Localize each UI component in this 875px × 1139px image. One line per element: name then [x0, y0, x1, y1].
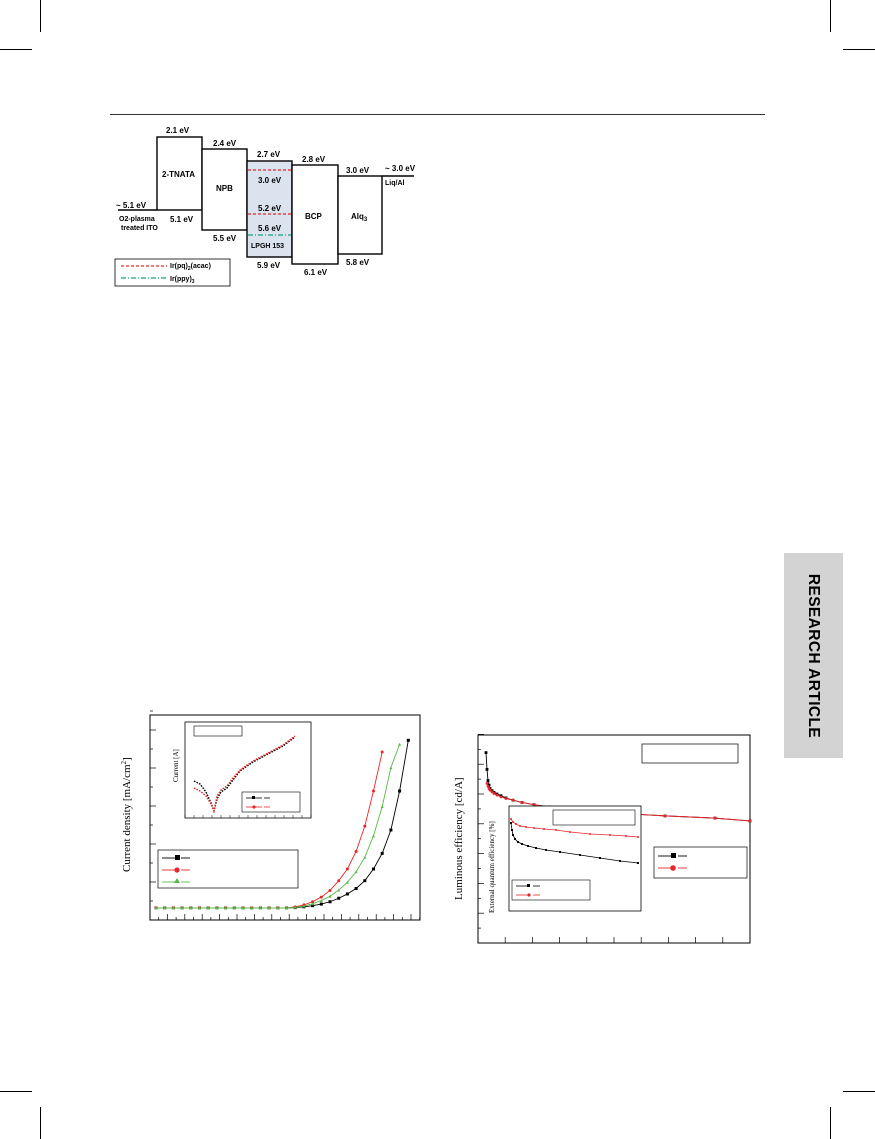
data-point — [337, 879, 340, 882]
tnata-name: 2-TNATA — [162, 170, 196, 179]
inset-data-point — [569, 831, 571, 833]
data-point — [505, 797, 508, 800]
data-point — [487, 779, 490, 782]
inset-data-point — [625, 835, 627, 837]
crop-mark — [0, 1091, 32, 1092]
crop-mark — [843, 1091, 875, 1092]
data-point — [512, 799, 515, 802]
data-point — [500, 795, 503, 798]
data-point — [355, 850, 358, 853]
cd-inset-title-box — [194, 726, 242, 736]
data-point — [381, 751, 384, 754]
red-homo-label: 5.2 eV — [258, 204, 282, 213]
data-point — [337, 897, 340, 900]
cd-inset-ylabel: Current [A] — [172, 749, 180, 782]
data-point — [363, 825, 366, 828]
data-point — [398, 790, 401, 793]
npb-lumo-label: 2.4 eV — [213, 139, 237, 148]
data-point — [664, 814, 667, 817]
data-point — [372, 834, 375, 837]
data-point — [485, 751, 488, 754]
lpgh-homo-label: 5.9 eV — [257, 261, 281, 270]
legend-green-sub: 3 — [191, 279, 195, 285]
section-tab-label-wrap — [784, 553, 843, 758]
data-point — [398, 743, 401, 746]
le-title-box — [642, 744, 738, 763]
inset-data-point — [559, 851, 561, 853]
inset-data-point — [533, 827, 535, 829]
inset-data-point — [637, 836, 639, 838]
data-point — [372, 868, 375, 871]
data-point — [486, 782, 489, 785]
inset-data-point — [512, 834, 514, 836]
inset-data-point — [510, 818, 512, 820]
inset-data-point — [527, 845, 529, 847]
inset-data-point — [535, 847, 537, 849]
current-density-chart — [108, 712, 408, 937]
npb-homo-label: 5.5 eV — [213, 234, 237, 243]
bcp-homo-label: 6.1 eV — [304, 268, 328, 277]
inset-data-point — [619, 860, 621, 862]
inset-data-point — [589, 833, 591, 835]
le-inset-legend-box — [512, 880, 590, 900]
cathode-name: Liq/Al — [385, 180, 405, 187]
tnata-homo-label: 5.1 eV — [170, 215, 194, 224]
inset-data-point — [637, 862, 639, 864]
inset-data-point — [543, 828, 545, 830]
luminous-efficiency-chart — [450, 730, 750, 955]
inset-data-point — [515, 823, 517, 825]
data-point — [381, 852, 384, 855]
legend-red-text: Ir(pq) — [170, 263, 188, 270]
le-legend-box — [654, 847, 747, 878]
inset-data-point — [519, 825, 521, 827]
legend-red-tail: (acac) — [190, 263, 211, 270]
inset-data-point — [599, 857, 601, 859]
lpgh-name: LPGH 153 — [251, 243, 285, 250]
lpgh-lumo-label: 2.7 eV — [257, 150, 281, 159]
npb-name: NPB — [216, 184, 233, 193]
data-point — [346, 892, 349, 895]
crop-mark — [40, 1107, 41, 1139]
data-point — [320, 896, 323, 899]
data-point — [329, 889, 332, 892]
data-point — [346, 868, 349, 871]
data-point — [496, 794, 499, 797]
crop-mark — [830, 1107, 831, 1139]
inset-data-point — [511, 829, 513, 831]
cathode-level-label: ~ 3.0 eV — [385, 164, 416, 173]
data-point — [389, 829, 392, 832]
le-inset-title-box — [553, 810, 635, 825]
cd-ylabel-close: ] — [121, 757, 133, 761]
data-point — [329, 900, 332, 903]
data-point — [363, 856, 366, 859]
red-lumo-label: 3.0 eV — [258, 176, 282, 185]
data-point — [381, 805, 384, 808]
inset-data-point — [514, 838, 516, 840]
data-point — [355, 887, 358, 890]
le-inset-ylabel: External quantum efficiency [%] — [488, 821, 496, 913]
bcp-lumo-label: 2.8 eV — [302, 155, 326, 164]
alq-name-text: Alq — [351, 212, 364, 221]
cd-ylabel-sup: 2 — [120, 760, 128, 765]
data-point — [407, 739, 410, 742]
cd-inset-legend-box — [242, 792, 300, 812]
inset-data-point — [579, 854, 581, 856]
alq-name-sub: 3 — [363, 217, 368, 223]
current-density-ylabel — [120, 757, 133, 872]
ito-name-line1: O2-plasma — [119, 216, 155, 223]
alq-homo-label: 5.8 eV — [346, 258, 370, 267]
ito-level-label: ~ 5.1 eV — [116, 201, 147, 210]
data-point — [389, 766, 392, 769]
legend-red-sub: 2 — [187, 266, 191, 272]
data-point — [363, 879, 366, 882]
inset-data-point — [510, 822, 512, 824]
inset-data-point — [512, 821, 514, 823]
section-tab-label: RESEARCH ARTICLE — [805, 573, 823, 738]
legend-green-text: Ir(ppy) — [170, 276, 192, 283]
cd-ylabel-text: Current density [mA/cm — [121, 764, 133, 872]
data-point — [493, 792, 496, 795]
data-point — [521, 801, 524, 804]
inset-data-point — [517, 841, 519, 843]
bcp-name: BCP — [305, 212, 322, 221]
data-point — [320, 903, 323, 906]
data-point — [749, 820, 752, 823]
tnata-lumo-label: 2.1 eV — [166, 126, 190, 135]
inset-data-point — [555, 829, 557, 831]
inset-data-point — [609, 834, 611, 836]
energy-level-diagram — [0, 0, 875, 300]
data-point — [372, 790, 375, 793]
inset-data-point — [545, 849, 547, 851]
inset-data-point — [525, 826, 527, 828]
le-ylabel: Luminous efficiency [cd/A] — [453, 777, 465, 900]
alq-lumo-label: 3.0 eV — [346, 166, 370, 175]
inset-data-point — [521, 843, 523, 845]
data-point — [714, 817, 717, 820]
green-homo-label: 5.6 eV — [258, 224, 282, 233]
data-point — [486, 768, 489, 771]
ito-name-line2: treated ITO — [121, 225, 158, 232]
